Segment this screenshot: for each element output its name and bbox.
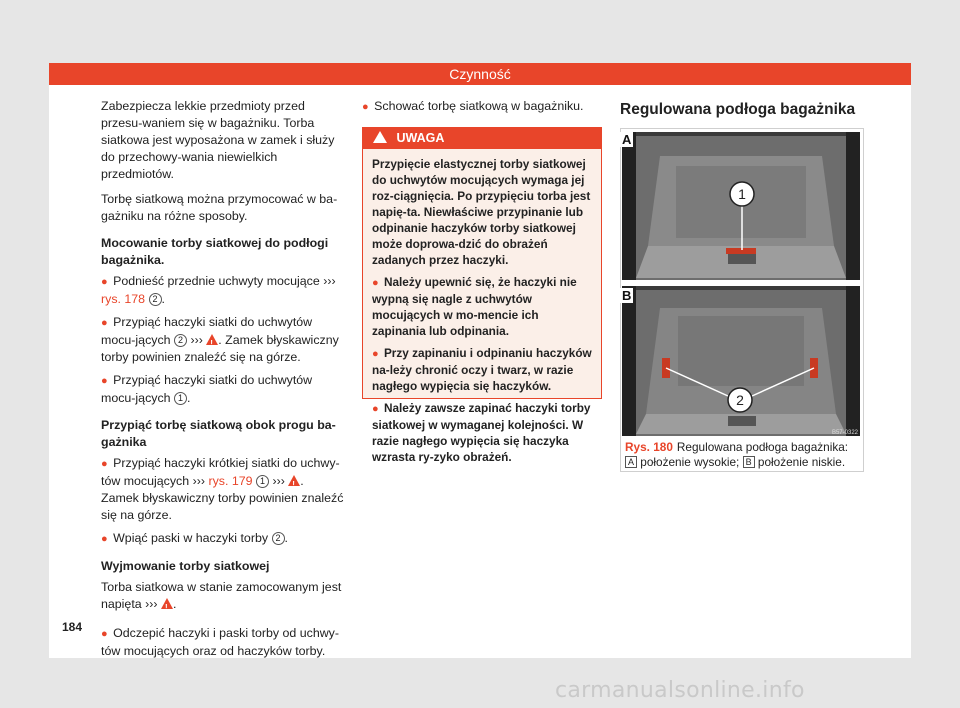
callout-number: 2	[149, 293, 162, 306]
callout-number: 2	[174, 334, 187, 347]
warning-triangle-icon[interactable]	[206, 334, 218, 345]
subheading-threshold: Przypiąć torbę siatkową obok progu ba-gażnika	[101, 418, 336, 449]
bullet-dot-icon: ●	[372, 403, 379, 415]
callout-1-label: 1	[738, 186, 746, 202]
bullet-item: ● Podnieść przednie uchwyty mocujące ››› rys. 178 2 .	[101, 274, 336, 306]
bullet-item: ● Przypiąć haczyki siatki do uchwytów mocu-jących 1 .	[101, 373, 313, 405]
intro-paragraph: Zabezpiecza lekkie przedmioty przed przesu-waniem się w bagażniku. Torba siatkowa jest wyposażona w zamek i służy do przechowy-wania niewielkich przedmiotów.	[101, 99, 335, 181]
callout-number: 2	[272, 532, 285, 545]
section-title: Regulowana podłoga bagażnika	[620, 101, 856, 118]
subheading-mounting: Mocowanie torby siatkowej do podłogi bagażnika.	[101, 236, 329, 267]
intro-paragraph-2: Torbę siatkową można przymocować w ba-gażniku na różne sposoby.	[101, 192, 338, 223]
warning-triangle-icon[interactable]	[288, 475, 300, 486]
warning-body	[363, 149, 601, 465]
figure-link[interactable]: rys. 178	[101, 292, 146, 306]
bullet-dot-icon: ●	[101, 628, 108, 640]
label-b-box: B	[743, 456, 755, 468]
chapter-header: Czynność	[49, 63, 911, 85]
figure-number: Rys. 180	[625, 440, 673, 454]
callout-2-label: 2	[736, 392, 744, 408]
bullet-item: ● Przypiąć haczyki siatki do uchwytów mocu-jących 2 ››› ! . Zamek błyskawiczny torby powinien znaleźć się na górze.	[101, 314, 345, 366]
warning-bullet: ● Przy zapinaniu i odpinaniu haczyków na-leży chronić oczy i twarz, w razie nagłego wypięcia się haczyków.	[372, 346, 592, 393]
column-middle	[362, 98, 602, 122]
trunk-floor-figure	[620, 128, 862, 438]
label-a-box: A	[625, 456, 637, 468]
bullet-item: ● Przypiąć haczyki krótkiej siatki do uchwy-tów mocujących ››› rys. 179 1 ››› ! . Zamek błyskawiczny torby powinien znaleźć się na górze.	[101, 455, 345, 524]
callout-number: 1	[256, 475, 269, 488]
bullet-dot-icon: ●	[372, 277, 379, 289]
callout-number: 1	[174, 392, 187, 405]
page-number: 184	[62, 620, 83, 634]
subheading-removal: Wyjmowanie torby siatkowej	[101, 559, 270, 573]
bullet-item: ● Wpiąć paski w haczyki torby 2 .	[101, 531, 288, 545]
figure-link[interactable]: rys. 179	[208, 474, 253, 488]
warning-triangle-icon[interactable]	[161, 598, 173, 609]
warning-box	[362, 127, 602, 464]
bullet-dot-icon: ●	[101, 317, 108, 329]
figure-code: B57-0322	[831, 430, 858, 436]
warning-bullet: ● Należy zawsze zapinać haczyki torby siatkowej w wymaganej kolejności. W razie nagłego wypięcia się haczyka wzrasta ry-zyko obrażeń.	[372, 401, 591, 464]
watermark: carmanualsonline.info	[555, 678, 805, 703]
warning-intro: Przypięcie elastycznej torby siatkowej do uchwytów mocujących wymaga jej roz-ciągnięcia. Po przypięciu torba jest napię-ta. Niewłaściwe przypinanie lub odpinanie haczyków torby siatkowej może doprowa-dzić do obrażeń zadanych przez haczyki.	[372, 157, 591, 267]
figure-caption: Rys. 180 Regulowana podłoga bagażnika: A położenie wysokie; B położenie niskie.	[625, 440, 849, 469]
panel-a-label: A	[622, 132, 632, 147]
bullet-dot-icon: ●	[101, 276, 108, 288]
bullet-item: ● Odczepić haczyki i paski torby od uchwy-tów mocujących oraz od haczyków torby.	[101, 626, 339, 658]
panel-b-label: B	[622, 288, 632, 303]
warning-header: UWAGA	[363, 128, 601, 149]
bullet-dot-icon: ●	[101, 458, 108, 470]
removal-paragraph: Torba siatkowa w stanie zamocowanym jest napięta ››› ! .	[101, 579, 345, 613]
bullet-dot-icon: ●	[372, 348, 379, 360]
bullet-dot-icon: ●	[101, 533, 108, 545]
warning-triangle-icon	[373, 131, 387, 143]
bullet-dot-icon: ●	[362, 101, 369, 113]
bullet-dot-icon: ●	[101, 375, 108, 387]
bullet-item: ● Schować torbę siatkową w bagażniku.	[362, 99, 584, 113]
warning-bullet: ● Należy upewnić się, że haczyki nie wypną się nagle z uchwytów mocujących w mo-mencie ich zapinania lub odpinania.	[372, 275, 577, 338]
column-left	[101, 98, 345, 666]
